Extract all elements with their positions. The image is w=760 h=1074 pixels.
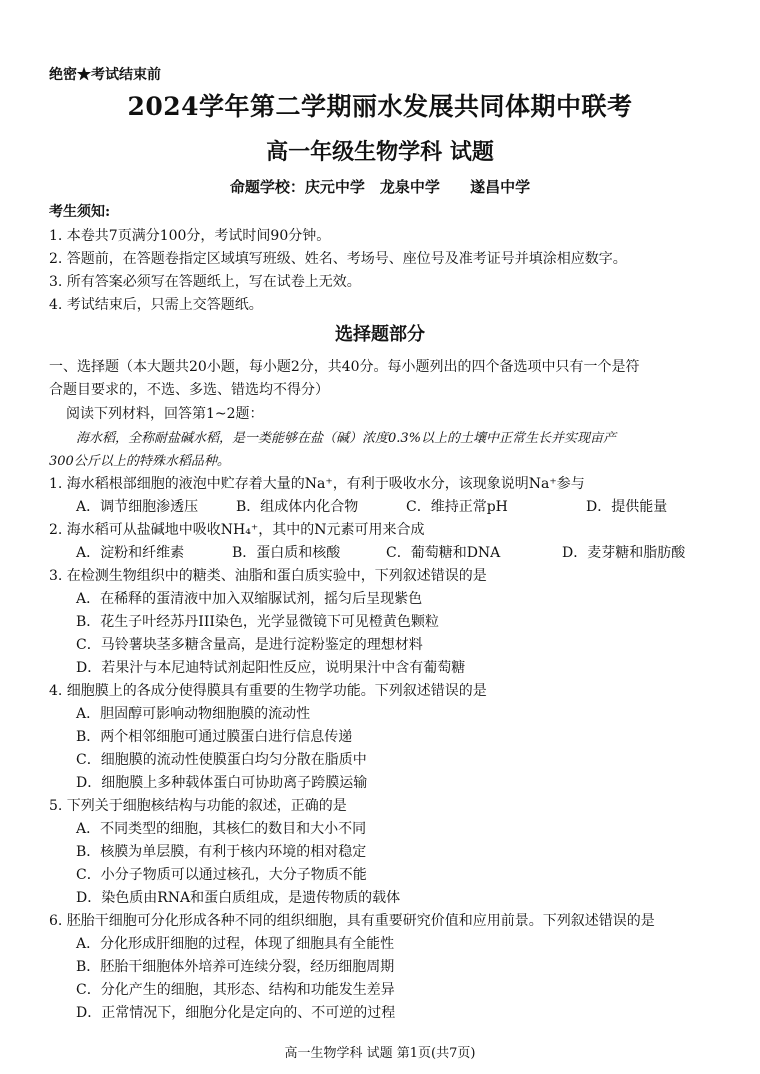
option: B．两个相邻细胞可通过膜蛋白进行信息传递 [76, 729, 353, 745]
question-stem: 4. 细胞膜上的各成分使得膜具有重要的生物学功能。下列叙述错误的是 [49, 683, 487, 699]
question-stem: 5. 下列关于细胞核结构与功能的叙述，正确的是 [49, 798, 347, 814]
instructions-line: 合题目要求的，不选、多选、错选均不得分） [49, 382, 329, 398]
option: D．细胞膜上多种载体蛋白可协助离子跨膜运输 [76, 775, 368, 791]
passage-line: 300公斤以上的特殊水稻品种。 [49, 454, 230, 469]
option: A．淀粉和纤维素 [76, 545, 185, 561]
option: C．马铃薯块茎多糖含量高，是进行淀粉鉴定的理想材料 [76, 637, 423, 653]
exam-subtitle: 高一年级生物学科 试题 [266, 139, 494, 165]
section-title: 选择题部分 [335, 324, 425, 345]
option: B．花生子叶经苏丹III染色，光学显微镜下可见橙黄色颗粒 [76, 614, 439, 630]
notice-item: 4. 考试结束后，只需上交答题纸。 [49, 297, 263, 313]
passage-line: 海水稻，全称耐盐碱水稻，是一类能够在盐（碱）浓度0.3%以上的土壤中正常生长并实现亩产 [76, 431, 617, 446]
notice-item: 3. 所有答案必须写在答题纸上，写在试卷上无效。 [49, 274, 361, 290]
exam-title: 2024学年第二学期丽水发展共同体期中联考 [127, 92, 633, 121]
option: C．维持正常pH [406, 499, 508, 515]
option: B．蛋白质和核酸 [232, 545, 341, 561]
option: D．染色质由RNA和蛋白质组成，是遗传物质的载体 [76, 890, 401, 906]
option: B．组成体内化合物 [236, 499, 359, 515]
option: B．胚胎干细胞体外培养可连续分裂，经历细胞周期 [76, 959, 395, 975]
page-footer: 高一生物学科 试题 第1页(共7页) [284, 1046, 476, 1061]
option: D．若果汁与本尼迪特试剂起阳性反应，说明果汁中含有葡萄糖 [76, 660, 466, 676]
option: D．麦芽糖和脂肪酸 [562, 545, 686, 561]
option: A．不同类型的细胞，其核仁的数目和大小不同 [76, 821, 367, 837]
secret-label: 绝密★考试结束前 [49, 67, 161, 83]
question-stem: 1. 海水稻根部细胞的液泡中贮存着大量的Na⁺，有利于吸收水分，该现象说明Na⁺参与 [49, 476, 585, 492]
option: C．分化产生的细胞，其形态、结构和功能发生差异 [76, 982, 395, 998]
notice-item: 1. 本卷共7页满分100分，考试时间90分钟。 [49, 228, 331, 244]
setter-schools: 命题学校：庆元中学 龙泉中学 遂昌中学 [229, 178, 531, 196]
option: B．核膜为单层膜，有利于核内环境的相对稳定 [76, 844, 367, 860]
option: C．葡萄糖和DNA [386, 545, 501, 561]
question-stem: 3. 在检测生物组织中的糖类、油脂和蛋白质实验中，下列叙述错误的是 [49, 568, 487, 584]
question-stem: 6. 胚胎干细胞可分化形成各种不同的组织细胞，具有重要研究价值和应用前景。下列叙述错误的是 [49, 913, 655, 929]
reading-prompt: 阅读下列材料，回答第1~2题： [66, 406, 264, 422]
option: A．胆固醇可影响动物细胞膜的流动性 [76, 706, 311, 722]
question-stem: 2. 海水稻可从盐碱地中吸收NH₄⁺，其中的N元素可用来合成 [49, 522, 425, 538]
option: D．正常情况下，细胞分化是定向的、不可逆的过程 [76, 1005, 396, 1021]
option: C．小分子物质可以通过核孔，大分子物质不能 [76, 867, 367, 883]
option: A．分化形成肝细胞的过程，体现了细胞具有全能性 [76, 936, 395, 952]
instructions-line: 一、选择题（本大题共20小题，每小题2分，共40分。每小题列出的四个备选项中只有一个是符 [49, 359, 640, 375]
option: A．在稀释的蛋清液中加入双缩脲试剂，摇匀后呈现紫色 [76, 591, 423, 607]
notice-heading: 考生须知: [49, 204, 111, 220]
option: C．细胞膜的流动性使膜蛋白均匀分散在脂质中 [76, 752, 367, 768]
option: D．提供能量 [586, 499, 668, 515]
notice-item: 2. 答题前，在答题卷指定区域填写班级、姓名、考场号、座位号及准考证号并填涂相应数字。 [49, 251, 627, 267]
option: A．调节细胞渗透压 [76, 499, 199, 515]
